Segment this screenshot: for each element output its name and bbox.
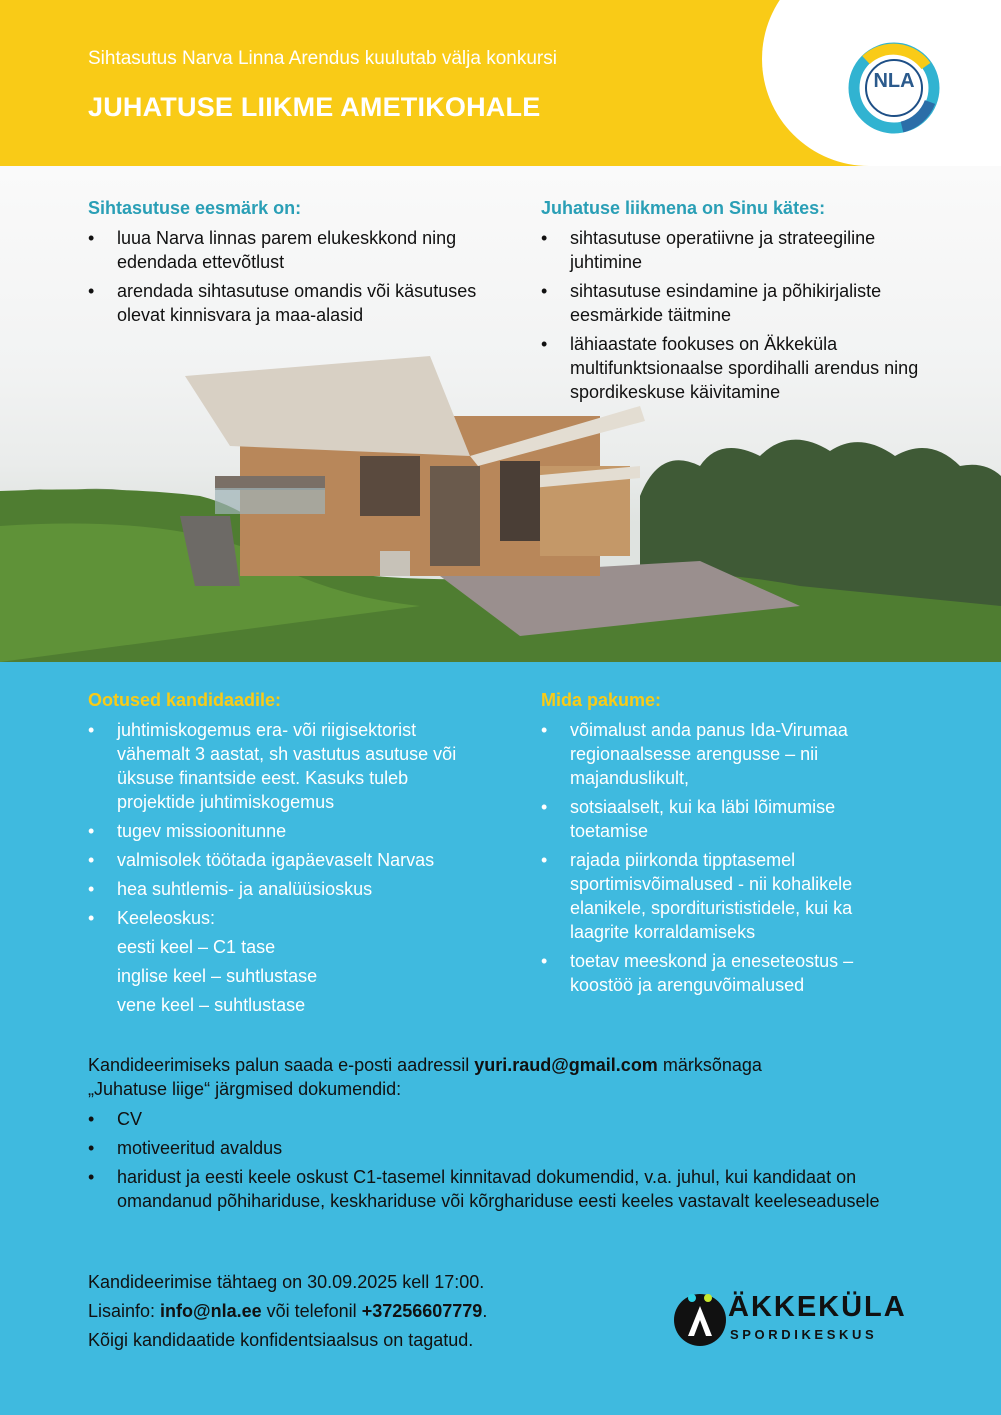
language-level: vene keel – suhtlustase	[117, 995, 306, 1015]
language-level: eesti keel – C1 tase	[117, 937, 276, 957]
list-item: • juhtimiskogemus era- või riigisektorist vähemalt 3 aastat, sh vastutus asutuse või üksuse finantside eest. Kasuks tuleb projektide juhtimiskogemus	[88, 718, 488, 814]
header-banner	[0, 0, 1001, 166]
expectations-section	[88, 688, 488, 1022]
list-item: • tugev missioonitunne	[88, 819, 488, 843]
info-mid: või telefonil	[261, 1301, 362, 1321]
offer-heading: Mida pakume:	[541, 690, 662, 710]
list-item: • luua Narva linnas parem elukeskkond ning edendada ettevõtlust	[88, 226, 508, 274]
page-title: JUHATUSE LIIKME AMETIKOHALE	[88, 92, 541, 122]
goal-list	[88, 226, 508, 327]
list-item: • Keeleoskus:	[88, 906, 488, 930]
list-item: • võimalust anda panus Ida-Virumaa regionaalsesse arengusse – nii majanduslikult,	[541, 718, 911, 790]
nla-logo-text: NLA	[873, 70, 915, 92]
contact-email-link[interactable]: yuri.raud@gmail.com	[474, 1055, 658, 1075]
offer-list	[541, 718, 911, 997]
phone-link[interactable]: +37256607779	[361, 1301, 483, 1321]
offer-section	[541, 688, 911, 1002]
header-subtitle: Sihtasutus Narva Linna Arendus kuulutab välja konkursi	[88, 48, 557, 69]
expectations-heading: Ootused kandidaadile:	[88, 690, 282, 710]
intro-text: Kandideerimiseks palun saada e-posti aadressil	[88, 1055, 475, 1075]
list-item: • sihtasutuse esindamine ja põhikirjaliste eesmärkide täitmine	[541, 279, 931, 327]
intro-text-end: märksõnaga	[657, 1055, 762, 1075]
list-item: • lähiaastate fookuses on Äkkeküla multifunktsionaalse spordihalli arendus ning spordikeskuse käivitamine	[541, 332, 931, 404]
list-item: • valmisolek töötada igapäevaselt Narvas	[88, 848, 488, 872]
role-heading: Juhatuse liikmena on Sinu kätes:	[541, 198, 826, 218]
list-item: • toetav meeskond ja eneseteostus – koostöö ja arenguvõimalused	[541, 949, 911, 997]
deadline-text: Kandideerimise tähtaeg on 30.09.2025 kell 17:00.	[88, 1272, 485, 1292]
application-section	[88, 1053, 918, 1218]
info-email-link[interactable]: info@nla.ee	[160, 1301, 262, 1321]
list-item: • arendada sihtasutuse omandis või käsutuses olevat kinnisvara ja maa-alasid	[88, 279, 508, 327]
partner-subtitle: SPORDIKESKUS	[730, 1327, 878, 1342]
intro-text-line2: „Juhatuse liige“ järgmised dokumendid:	[88, 1079, 402, 1099]
partner-name: ÄKKEKÜLA	[728, 1291, 907, 1323]
list-item: • sihtasutuse operatiivne ja strateegiline juhtimine	[541, 226, 931, 274]
role-section	[541, 196, 931, 409]
list-item: • haridust ja eesti keele oskust C1-tasemel kinnitavad dokumendid, v.a. juhul, kui kandidaat on omandanud põhihariduse, keskhariduse või kõrghariduse eesti keeles vastavalt keeleseadusele	[88, 1165, 918, 1213]
info-end: .	[482, 1301, 488, 1321]
documents-list	[88, 1107, 918, 1213]
application-intro	[88, 1053, 918, 1101]
role-list	[541, 226, 931, 404]
language-level: inglise keel – suhtlustase	[117, 966, 318, 986]
list-item: • motiveeritud avaldus	[88, 1136, 918, 1160]
list-item: • rajada piirkonda tipptasemel sportimisvõimalused - nii kohalikele elanikele, sporditurististidele, kui ka laagrite korraldamiseks	[541, 848, 911, 944]
info-line	[88, 1299, 487, 1323]
goal-section	[88, 196, 508, 332]
expectations-list	[88, 718, 488, 930]
goal-heading: Sihtasutuse eesmärk on:	[88, 198, 302, 218]
info-label: Lisainfo:	[88, 1301, 161, 1321]
list-item: • hea suhtlemis- ja analüüsioskus	[88, 877, 488, 901]
footer-info	[88, 1270, 487, 1357]
list-item: • CV	[88, 1107, 918, 1131]
confidentiality-text: Kõigi kandidaatide konfidentsiaalsus on tagatud.	[88, 1330, 474, 1350]
list-item: • sotsiaalselt, kui ka läbi lõimumise toetamise	[541, 795, 911, 843]
